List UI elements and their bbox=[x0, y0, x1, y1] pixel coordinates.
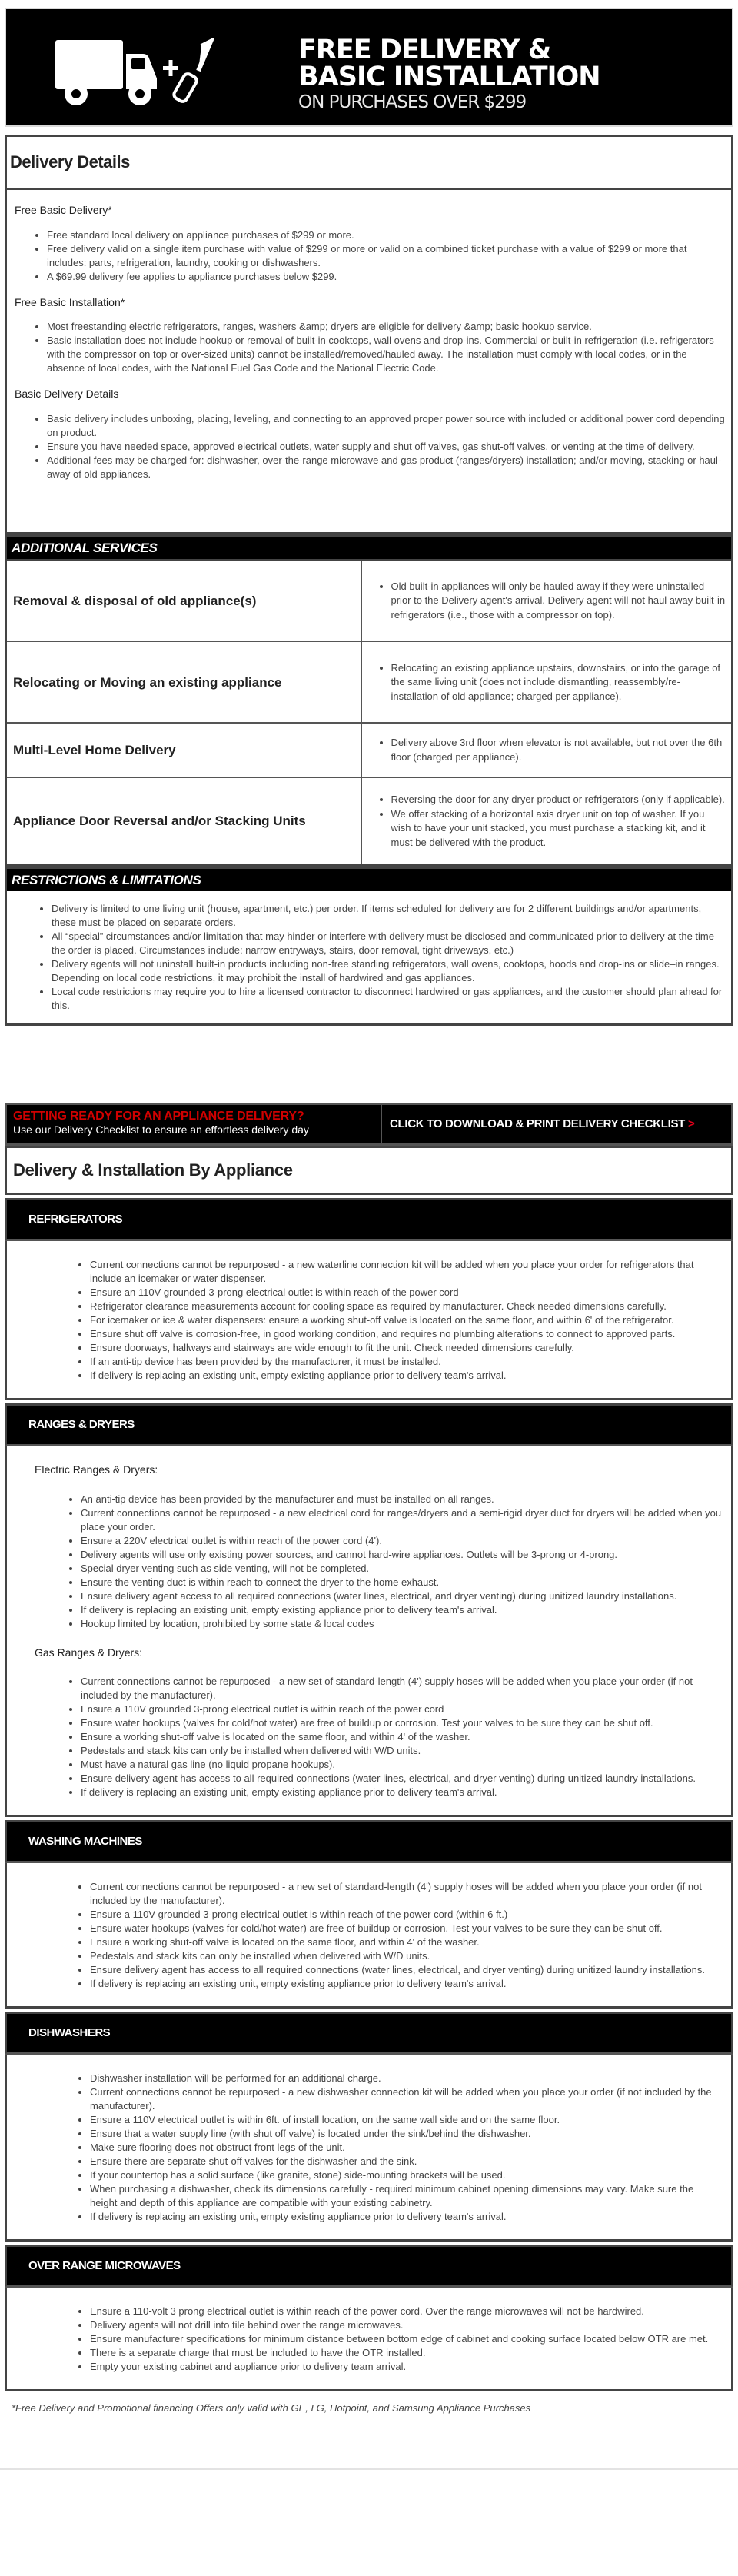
list-item: • Free delivery valid on a single item purchase with value of $299 or more or valid on a combined ticket purchase with a value of $299 or more that includes: parts, refrigeration, laundry, cooking or dishwashers. bbox=[47, 242, 726, 270]
list-item: • Ensure a working shut-off valve is located on the same floor, and within 4' of the washer. bbox=[90, 1935, 723, 1949]
list-item: • Ensure you have needed space, approved electrical outlets, water supply and shut off valves, gas shut-off valves, or venting at the time of delivery. bbox=[47, 440, 726, 454]
list-item: • Delivery agents will not uninstall built-in products including non-free standing refrigerators, wall ovens, cooktops, hoods and drop-ins or slide–in ranges. Depending on local code restrictions, it may prohibit the install of hardwired and gas appliances. bbox=[52, 957, 723, 985]
service-row bbox=[6, 777, 733, 865]
list-item: • Current connections cannot be repurposed - a new set of standard-length (4') supply hoses will be added when you place your order (if not included by the manufacturer). bbox=[81, 1675, 723, 1702]
service-description-list bbox=[377, 793, 727, 850]
list-item: • If an anti-tip device has been provided by the manufacturer, it must be installed. bbox=[90, 1355, 723, 1369]
list-item: • If delivery is replacing an existing unit, empty existing appliance prior to delivery team's arrival. bbox=[90, 1369, 723, 1383]
banner-subline: ON PURCHASES OVER $299 bbox=[298, 92, 527, 112]
list-item: • Ensure a 110V electrical outlet is within 6ft. of install location, on the same wall side and on the same floor. bbox=[90, 2113, 723, 2127]
category-header: REFRIGERATORS bbox=[5, 1198, 733, 1241]
list-item: • If your countertop has a solid surface (like granite, stone) side-mounting brackets will be used. bbox=[90, 2168, 723, 2182]
list-item: • If delivery is replacing an existing unit, empty existing appliance prior to delivery team's arrival. bbox=[90, 1977, 723, 1991]
category-list bbox=[53, 2305, 723, 2374]
category-list bbox=[53, 2072, 723, 2224]
details-section-list bbox=[15, 320, 726, 375]
service-row bbox=[6, 560, 733, 641]
list-item: • When purchasing a dishwasher, check its dimensions carefully - required minimum cabinet opening dimensions may vary. Make sure the height and depth of this appliance are compatible with your existing cabinetry. bbox=[90, 2182, 723, 2210]
details-section-heading: Basic Delivery Details bbox=[15, 388, 119, 400]
delivery-details-header bbox=[5, 135, 733, 190]
list-item: • Ensure that a water supply line (with shut off valve) is located under the sink/behind the dishwasher. bbox=[90, 2127, 723, 2141]
list-item: • Ensure delivery agent has access to all required connections (water lines, electrical, and dryer venting) during unitized laundry installations. bbox=[90, 1963, 723, 1977]
service-description bbox=[361, 777, 733, 865]
category-group bbox=[35, 1463, 723, 1631]
by-appliance-title: Delivery & Installation By Appliance bbox=[13, 1160, 293, 1180]
list-item: • Local code restrictions may require you to hire a licensed contractor to disconnect hardwired or gas appliances, and the customer should plan ahead for this. bbox=[52, 985, 723, 1013]
restrictions-header: RESTRICTIONS & LIMITATIONS bbox=[5, 867, 733, 891]
list-item: • Delivery is limited to one living unit (house, apartment, etc.) per order. If items scheduled for delivery are for 2 different buildings and/or apartments, these must be placed on separate orders. bbox=[52, 902, 723, 930]
category-list bbox=[35, 1675, 723, 1799]
list-item: • Ensure doorways, hallways and stairways are wide enough to fit the unit. Check needed dimensions carefully. bbox=[90, 1341, 723, 1355]
checklist-prompt bbox=[7, 1105, 382, 1143]
list-item: • Ensure a working shut-off valve is located on the same floor, and within 4' of the washer. bbox=[81, 1730, 723, 1744]
category-body bbox=[5, 2288, 733, 2391]
list-item: • Ensure an 110V grounded 3-prong electrical outlet is within reach of the power cord bbox=[90, 1286, 723, 1300]
screwdriver-icon bbox=[172, 42, 211, 103]
truck-icon bbox=[55, 40, 157, 105]
footnote: *Free Delivery and Promotional financing Offers only valid with GE, LG, Hotpoint, and Samsung Appliance Purchases bbox=[5, 2391, 733, 2431]
service-description-list bbox=[377, 736, 727, 764]
list-item: • Pedestals and stack kits can only be installed when delivered with W/D units. bbox=[81, 1744, 723, 1758]
list-item: • Ensure shut off valve is corrosion-free, in good working condition, and requires no plumbing alterations to connect to approved parts. bbox=[90, 1327, 723, 1341]
service-name: Appliance Door Reversal and/or Stacking Units bbox=[6, 777, 361, 865]
list-item: • Ensure a 110V grounded 3-prong electrical outlet is within reach of the power cord bbox=[81, 1702, 723, 1716]
bottom-divider bbox=[0, 2468, 738, 2471]
additional-services-table bbox=[5, 559, 733, 867]
list-item: • A $69.99 delivery fee applies to appliance purchases below $299. bbox=[47, 270, 726, 284]
list-item: • Pedestals and stack kits can only be installed when delivered with W/D units. bbox=[90, 1949, 723, 1963]
list-item: • Ensure water hookups (valves for cold/hot water) are free of buildup or corrosion. Test your valves to be sure they can be shut off. bbox=[90, 1922, 723, 1935]
category-header: OVER RANGE MICROWAVES bbox=[5, 2245, 733, 2288]
service-description bbox=[361, 641, 733, 723]
list-item: • Most freestanding electric refrigerators, ranges, washers &amp; dryers are eligible for delivery &amp; basic hookup service. bbox=[47, 320, 726, 334]
list-item: • Current connections cannot be repurposed - a new set of standard-length (4') supply hoses will be added when you place your order (if not included by the manufacturer). bbox=[90, 1880, 723, 1908]
category-header: WASHING MACHINES bbox=[5, 1820, 733, 1863]
list-item: • There is a separate charge that must be included to have the OTR installed. bbox=[90, 2346, 723, 2360]
download-checklist-label: CLICK TO DOWNLOAD & PRINT DELIVERY CHECKLIST bbox=[390, 1117, 686, 1130]
list-item: • An anti-tip device has been provided by the manufacturer and must be installed on all ranges. bbox=[81, 1493, 723, 1506]
list-item: • Empty your existing cabinet and appliance prior to delivery team arrival. bbox=[90, 2360, 723, 2374]
category-list bbox=[35, 1493, 723, 1631]
category-body bbox=[5, 1241, 733, 1400]
category-subheading: Electric Ranges & Dryers: bbox=[35, 1463, 158, 1476]
appliance-sections bbox=[0, 1198, 738, 2391]
category-body bbox=[5, 1863, 733, 2009]
category-subheading: Gas Ranges & Dryers: bbox=[35, 1646, 143, 1659]
list-item: • We offer stacking of a horizontal axis dryer unit on top of washer. If you wish to have your unit stacked, you must purchase a stacking kit, and it must be delivered with the product. bbox=[391, 807, 727, 850]
list-item: • Current connections cannot be repurposed - a new dishwasher connection kit will be added when you place your order (if not included by the manufacturer). bbox=[90, 2085, 723, 2113]
details-section-list bbox=[15, 412, 726, 481]
service-row bbox=[6, 723, 733, 777]
list-item: • All “special” circumstances and/or limitation that may hinder or interfere with delivery must be disclosed and communicated prior to delivery at the time the order is placed. Circumstances include: narrow entryways, stairs, door removal, tight driveways, etc.) bbox=[52, 930, 723, 957]
list-item: • Current connections cannot be repurposed - a new waterline connection kit will be added when you place your order for refrigerators that include an icemaker or water dispenser. bbox=[90, 1258, 723, 1286]
list-item: • Free standard local delivery on appliance purchases of $299 or more. bbox=[47, 228, 726, 242]
delivery-details-title: Delivery Details bbox=[10, 152, 130, 172]
list-item: • Relocating an existing appliance upstairs, downstairs, or into the garage of the same living unit (does not include dismantling, reassembly/re-installation of old appliance; charged per appliance). bbox=[391, 661, 727, 704]
by-appliance-header bbox=[5, 1146, 733, 1195]
list-item: • Ensure water hookups (valves for cold/hot water) are free of buildup or corrosion. Test your valves to be sure they can be shut off. bbox=[81, 1716, 723, 1730]
list-item: • Ensure a 220V electrical outlet is within reach of the power cord (4'). bbox=[81, 1534, 723, 1548]
list-item: • Basic delivery includes unboxing, placing, leveling, and connecting to an approved proper power source with included or additional power cord depending on product. bbox=[47, 412, 726, 440]
list-item: • Special dryer venting such as side venting, will not be completed. bbox=[81, 1562, 723, 1576]
list-item: • If delivery is replacing an existing unit, empty existing appliance prior to delivery team's arrival. bbox=[81, 1603, 723, 1617]
category-list bbox=[53, 1880, 723, 1991]
list-item: • Dishwasher installation will be performed for an additional charge. bbox=[90, 2072, 723, 2085]
category-list bbox=[53, 1258, 723, 1383]
category-body bbox=[5, 1446, 733, 1817]
list-item: • Delivery agents will not drill into tile behind over the range microwaves. bbox=[90, 2318, 723, 2332]
list-item: • Delivery above 3rd floor when elevator is not available, but not over the 6th floor (charged per appliance). bbox=[391, 736, 727, 764]
service-row bbox=[6, 641, 733, 723]
download-checklist-link[interactable] bbox=[382, 1105, 731, 1143]
chevron-right-icon: > bbox=[688, 1117, 695, 1130]
service-name: Relocating or Moving an existing appliance bbox=[6, 641, 361, 723]
banner-headline-line2: BASIC INSTALLATION bbox=[298, 62, 600, 92]
list-item: • Refrigerator clearance measurements account for cooling space as required by manufacturer. Check needed dimensions carefully. bbox=[90, 1300, 723, 1313]
additional-services-header: ADDITIONAL SERVICES bbox=[5, 534, 733, 559]
list-item: • Current connections cannot be repurposed - a new electrical cord for ranges/dryers and a semi-rigid dryer duct for dryers will be added when you place your order. bbox=[81, 1506, 723, 1534]
checklist-question: GETTING READY FOR AN APPLIANCE DELIVERY? bbox=[13, 1110, 304, 1123]
details-section-list bbox=[15, 228, 726, 284]
banner-icons bbox=[49, 38, 280, 108]
list-item: • Make sure flooring does not obstruct front legs of the unit. bbox=[90, 2141, 723, 2155]
category-body bbox=[5, 2055, 733, 2242]
list-item: • Ensure manufacturer specifications for minimum distance between bottom edge of cabinet and cooking surface located below OTR are met. bbox=[90, 2332, 723, 2346]
list-item: • Old built-in appliances will only be hauled away if they were uninstalled prior to the Delivery agent's arrival. Delivery agent will not haul away built-in refrigerators (i.e., those with a compressor on top). bbox=[391, 580, 727, 623]
service-name: Removal & disposal of old appliance(s) bbox=[6, 560, 361, 641]
delivery-details-body bbox=[5, 190, 733, 534]
category-group bbox=[53, 1258, 723, 1383]
list-item: • Delivery agents will use only existing power sources, and cannot hard-wire appliances. Outlets will be 3-prong or 4-prong. bbox=[81, 1548, 723, 1562]
restrictions-list bbox=[21, 902, 723, 1013]
list-item: • Ensure delivery agent has access to all required connections (water lines, electrical, and dryer venting) during unitized laundry installations. bbox=[81, 1772, 723, 1786]
list-item: • Basic installation does not include hookup or removal of built-in cooktops, wall ovens and drop-ins. Commercial or built-in refrigeration (i.e. refrigerators with the compressor on top or over-sized units) cannot be installed/removed/hauled away. The installation must comply with local codes, or in the absence of local codes, with the National Fuel Gas Code and the National Electric Code. bbox=[47, 334, 726, 375]
category-group bbox=[53, 2305, 723, 2374]
promo-banner bbox=[5, 8, 733, 127]
category-header: DISHWASHERS bbox=[5, 2012, 733, 2055]
list-item: • Ensure there are separate shut-off valves for the dishwasher and the sink. bbox=[90, 2155, 723, 2168]
service-name: Multi-Level Home Delivery bbox=[6, 723, 361, 777]
list-item: • Ensure the venting duct is within reach to connect the dryer to the home exhaust. bbox=[81, 1576, 723, 1589]
list-item: • Ensure delivery agent access to all required connections (water lines, electrical, and dryer venting) during unitized laundry installations. bbox=[81, 1589, 723, 1603]
plus-icon bbox=[163, 60, 178, 76]
list-item: • Hookup limited by location, prohibited by some state & local codes bbox=[81, 1617, 723, 1631]
banner-headline-line1: FREE DELIVERY & bbox=[298, 35, 551, 65]
category-group bbox=[53, 2072, 723, 2224]
delivery-checklist-banner bbox=[5, 1103, 733, 1146]
list-item: • If delivery is replacing an existing unit, empty existing appliance prior to delivery team's arrival. bbox=[90, 2210, 723, 2224]
list-item: • Ensure a 110-volt 3 prong electrical outlet is within reach of the power cord. Over the range microwaves will not be hardwired. bbox=[90, 2305, 723, 2318]
details-section-heading: Free Basic Installation* bbox=[15, 295, 125, 308]
list-item: • Must have a natural gas line (no liquid propane hookups). bbox=[81, 1758, 723, 1772]
category-group bbox=[53, 1880, 723, 1991]
category-header: RANGES & DRYERS bbox=[5, 1403, 733, 1446]
checklist-subtext: Use our Delivery Checklist to ensure an effortless delivery day bbox=[13, 1123, 309, 1136]
details-section-heading: Free Basic Delivery* bbox=[15, 204, 112, 216]
list-item: • Ensure a 110V grounded 3-prong electrical outlet is within reach of the power cord (within 6 ft.) bbox=[90, 1908, 723, 1922]
service-description bbox=[361, 723, 733, 777]
service-description-list bbox=[377, 580, 727, 623]
list-item: • Reversing the door for any dryer product or refrigerators (only if applicable). bbox=[391, 793, 727, 807]
list-item: • Additional fees may be charged for: dishwasher, over-the-range microwave and gas product (ranges/dryers) installation; and/or moving, stacking or haul-away of old appliances. bbox=[47, 454, 726, 481]
list-item: • If delivery is replacing an existing unit, empty existing appliance prior to delivery team's arrival. bbox=[81, 1786, 723, 1799]
restrictions-body bbox=[5, 891, 733, 1026]
list-item: • For icemaker or ice & water dispensers: ensure a working shut-off valve is located on the same floor, and within 6' of the refrigerator. bbox=[90, 1313, 723, 1327]
banner-headline bbox=[298, 37, 600, 114]
service-description-list bbox=[377, 661, 727, 704]
category-group bbox=[35, 1646, 723, 1800]
service-description bbox=[361, 560, 733, 641]
